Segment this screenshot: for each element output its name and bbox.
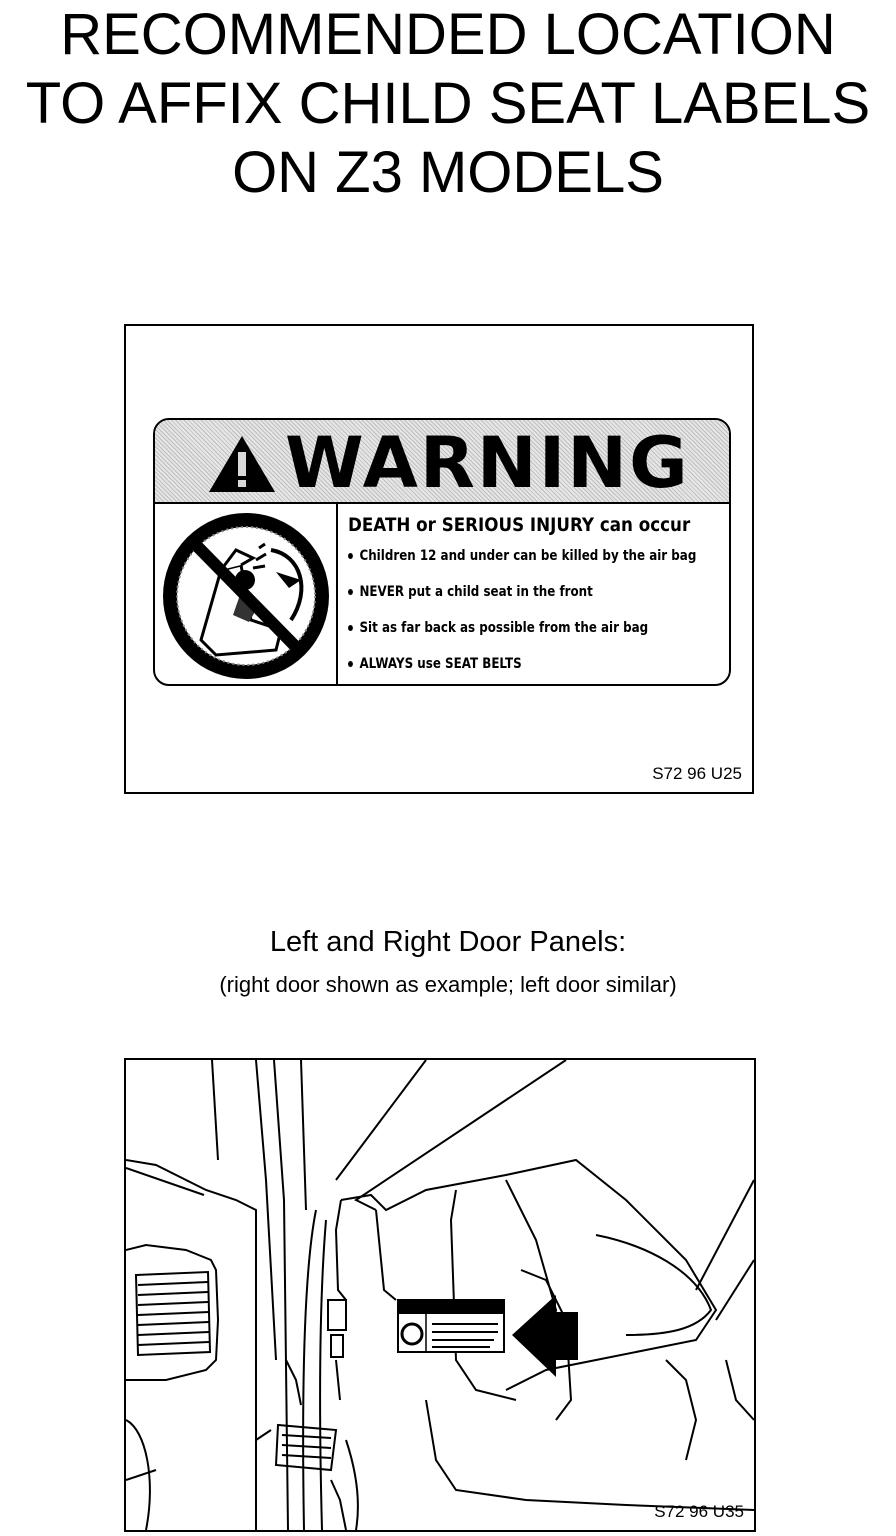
warning-text-block	[348, 512, 728, 682]
bullet-icon	[348, 625, 353, 631]
title-line-2: TO AFFIX CHILD SEAT LABELS	[25, 71, 871, 136]
door-section-heading: Left and Right Door Panels:	[269, 926, 627, 958]
bullet-icon	[348, 589, 353, 595]
door-section-subheading: (right door shown as example; left door similar)	[219, 972, 677, 997]
title-line-1: RECOMMENDED LOCATION	[60, 2, 836, 67]
no-child-seat-icon	[161, 510, 331, 680]
warning-heading: WARNING	[285, 422, 690, 504]
bullet-icon	[348, 553, 353, 559]
door-panel-illustration	[126, 1060, 754, 1530]
warning-label	[153, 418, 731, 686]
document-title	[0, 0, 896, 207]
warning-item-4: ALWAYS use SEAT BELTS	[348, 646, 660, 682]
door-panel-figure	[124, 1058, 756, 1532]
bullet-icon	[348, 661, 353, 667]
warning-subheading: DEATH or SERIOUS INJURY can occur	[348, 514, 691, 536]
warning-label-figure	[124, 324, 754, 794]
figure-code-1: S72 96 U25	[652, 764, 742, 783]
figure-code-2: S72 96 U35	[654, 1502, 744, 1521]
warning-label-header	[155, 420, 729, 504]
warning-item-3: Sit as far back as possible from the air bag	[348, 610, 660, 646]
title-line-3: ON Z3 MODELS	[232, 140, 664, 205]
warning-item-1: Children 12 and under can be killed by the air bag	[348, 538, 660, 574]
airbag-child-seat-pictogram	[155, 504, 338, 686]
door-warning-sticker-icon	[398, 1300, 504, 1352]
warning-item-2: NEVER put a child seat in the front	[348, 574, 660, 610]
warning-triangle-icon	[207, 434, 277, 494]
